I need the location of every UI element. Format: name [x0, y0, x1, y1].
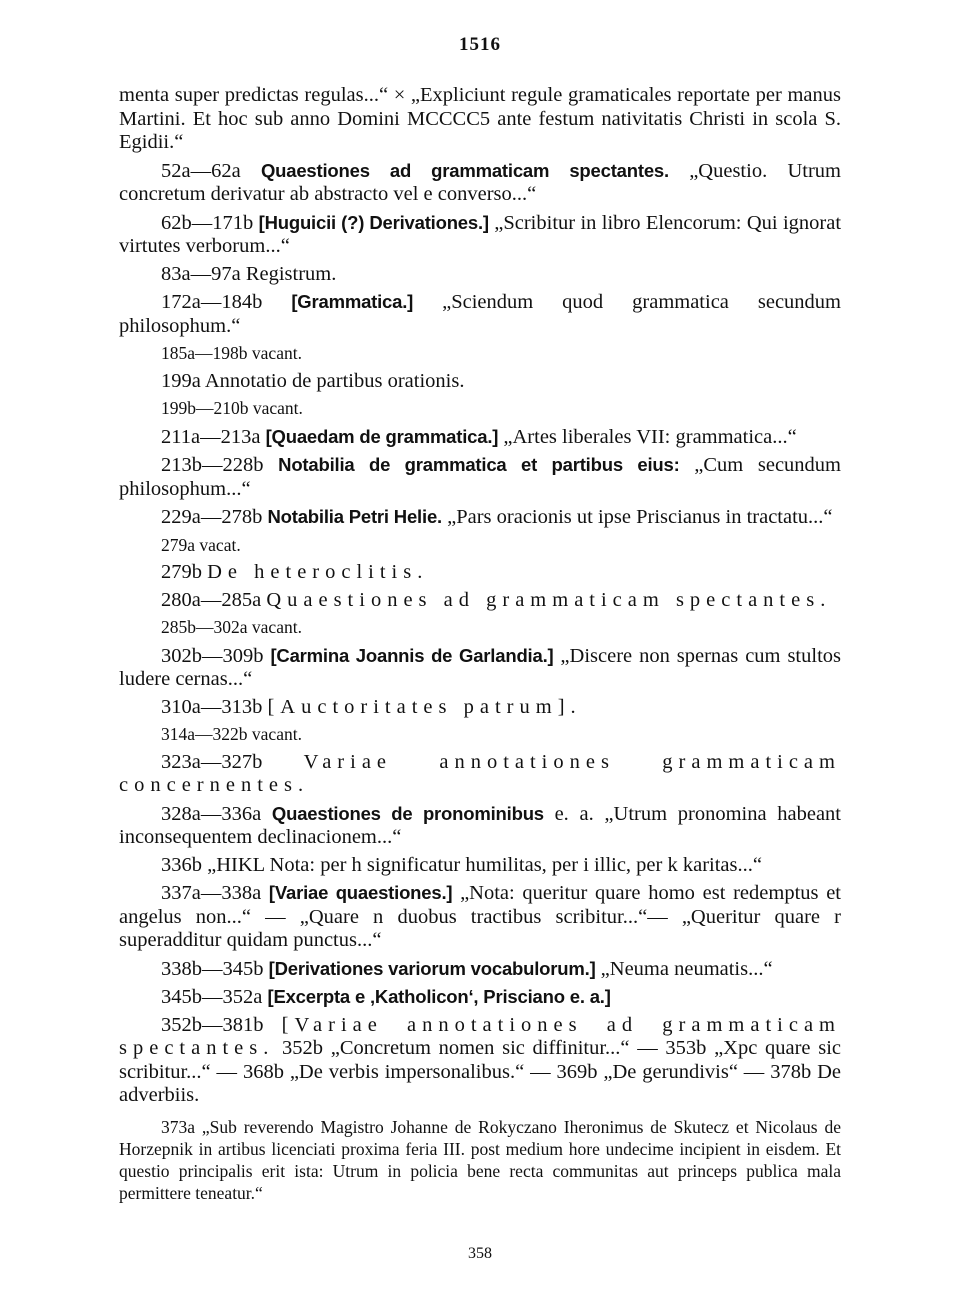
- folio-range: 352b—381b: [161, 1013, 282, 1036]
- entry-heading: [Excerpta e ‚Katholicon‘, Prisciano e. a.]: [267, 986, 611, 1007]
- entry-text: „Scribitur in libro Elencorum: Qui ignorat virtutes verborum...“: [119, 211, 842, 257]
- catalogue-entry: [119, 957, 841, 982]
- catalogue-entry: [119, 802, 841, 850]
- catalogue-entry: [119, 854, 841, 878]
- entry-text: vacant.: [251, 724, 302, 744]
- spaced-title: Quaestiones ad grammaticam spectantes.: [266, 588, 832, 611]
- entry-heading: Quaestiones ad grammaticam spectantes.: [260, 159, 669, 181]
- catalogue-entry: [119, 616, 841, 640]
- folio-range: 310a—313b: [161, 695, 268, 718]
- entry-heading: [Derivationes variorum vocabulorum.]: [268, 957, 596, 979]
- entry-text: vacant.: [251, 617, 302, 637]
- catalogue-entry: [119, 159, 841, 207]
- catalogue-entry: [119, 505, 841, 530]
- catalogue-entry: [119, 211, 841, 259]
- entry-text: menta super predictas regulas...“ × „Expliciunt regule gramaticales reportate per manus Martini. Et hoc sub anno Domini MCCCC5 ante festum nativitatis Christi in scola S. Egidii.“: [119, 84, 841, 153]
- page-footer-number: 358: [468, 1245, 492, 1262]
- catalogue-entry: [119, 985, 841, 1010]
- folio-range: 345b—352a: [161, 986, 268, 1008]
- catalogue-entry: [119, 723, 841, 747]
- folio-range: 229a—278b: [161, 506, 268, 528]
- catalogue-entry: [119, 453, 841, 501]
- catalogue-entry: [119, 534, 841, 558]
- catalogue-entry: [119, 644, 841, 692]
- spaced-title: Variae annotationes grammaticam concernentes.: [119, 750, 841, 796]
- folio-range: 62b—171b: [161, 211, 259, 234]
- entry-text: vacant.: [251, 343, 302, 363]
- entry-heading: Notabilia Petri Helie.: [267, 506, 442, 527]
- folio-range: 328a—336a: [161, 802, 272, 825]
- entry-text: „Sciendum quod grammatica secundum philosophum.“: [119, 291, 841, 337]
- folio-range: 199a: [161, 369, 205, 392]
- catalogue-entry: [119, 881, 841, 953]
- folio-range: 338b—345b: [161, 957, 269, 980]
- entry-text: Registrum.: [245, 262, 337, 285]
- catalogue-entry: [119, 751, 841, 798]
- page-header-number: 1516: [459, 34, 501, 55]
- final-paragraph: 373a „Sub reverendo Magistro Johanne de Rokyczano Iheronimus de Skutecz et Nicolaus de Horzepnik in artibus licenciati proxima feria III. post medium hore undecime incipient in eisdem. Et questio principalis erit ista: Utrum in policia bene recta communitas aut princeps publica mala permittere teneatur.“: [119, 1117, 841, 1203]
- folio-range: 323a—327b: [161, 750, 304, 773]
- folio-range: 314a—322b: [161, 724, 252, 744]
- catalogue-entries: [119, 84, 841, 1112]
- folio-range: 211a—213a: [161, 425, 266, 448]
- folio-range: 52a—62a: [161, 159, 261, 182]
- catalogue-entry: [119, 1014, 841, 1108]
- folio-range: 302b—309b: [161, 644, 271, 667]
- catalogue-entry: [119, 397, 841, 421]
- folio-range: 279b: [161, 561, 208, 583]
- folio-range: 337a—338a: [161, 882, 269, 904]
- entry-text: „Pars oracionis ut ipse Priscianus in tractatu...“: [441, 506, 833, 528]
- catalogue-entry: [119, 561, 841, 585]
- entry-heading: [Quaedam de grammatica.]: [265, 425, 499, 447]
- entry-text: 352b „Concretum nomen sic diffinitur...“ — 353b „Xpc quare sic scribitur...“ — 368b „De verbis impersonalibus.“ — 369b „De gerundivis“ — 378b De adverbiis.: [119, 1037, 841, 1106]
- catalogue-entry: [119, 696, 841, 720]
- catalogue-entry: [119, 84, 841, 155]
- entry-heading: [Huguicii (?) Derivationes.]: [258, 211, 489, 233]
- folio-range: 279a: [161, 534, 200, 555]
- folio-range: 199b—210b: [161, 398, 253, 418]
- entry-text: „Nota: queritur quare homo est redemptus et angelus non...“ — „Quare n duobus tractibus scribitur...“— „Queritur quare r superadditur quidam punctus...“: [119, 882, 841, 951]
- catalogue-entry: [119, 589, 841, 613]
- entry-text: e. a. „Utrum pronomina habeant inconsequentem declinacionem...“: [119, 802, 842, 848]
- folio-range: 83a—97a: [161, 262, 246, 285]
- entry-text: „Questio. Utrum concretum derivatur ab abstracto vel e converso...“: [119, 159, 841, 205]
- entry-text: Annotatio de partibus orationis.: [204, 369, 465, 392]
- entry-text: vacat.: [199, 534, 241, 555]
- entry-heading: Quaestiones de pronominibus: [271, 802, 544, 824]
- entry-heading: Notabilia de grammatica et partibus eius:: [278, 454, 680, 475]
- entry-text: „Artes liberales VII: grammatica...“: [498, 425, 797, 448]
- folio-range: 185a—198b: [161, 343, 252, 363]
- entry-text: „HIKL Nota: per h significatur humilitas, per i illic, per k karitas...“: [207, 853, 762, 876]
- entry-text: „Cum secundum philosophum...“: [119, 454, 842, 500]
- folio-range: 336b: [161, 853, 208, 876]
- entry-text: „Discere non spernas cum stultos ludere cernas...“: [119, 644, 841, 690]
- catalogue-entry: [119, 425, 841, 450]
- entry-text: „Neuma neumatis...“: [595, 957, 773, 980]
- folio-range: 285b—302a: [161, 617, 252, 637]
- spaced-title: [Auctoritates patrum].: [267, 695, 582, 718]
- catalogue-entry: [119, 290, 841, 338]
- entry-text: vacant.: [252, 398, 303, 418]
- catalogue-entry: [119, 342, 841, 366]
- catalogue-entry: [119, 263, 841, 287]
- folio-range: 172a—184b: [161, 291, 292, 313]
- spaced-title: [Variae annotationes ad grammaticam spectantes.: [119, 1013, 842, 1059]
- entry-heading: [Grammatica.]: [291, 291, 414, 312]
- folio-range: 213b—228b: [161, 454, 279, 476]
- spaced-title: De heteroclitis.: [207, 561, 429, 583]
- entry-heading: [Carmina Joannis de Garlandia.]: [270, 644, 554, 666]
- folio-range: 280a—285a: [161, 588, 267, 611]
- entry-heading: [Variae quaestiones.]: [268, 882, 453, 903]
- catalogue-entry: [119, 370, 841, 394]
